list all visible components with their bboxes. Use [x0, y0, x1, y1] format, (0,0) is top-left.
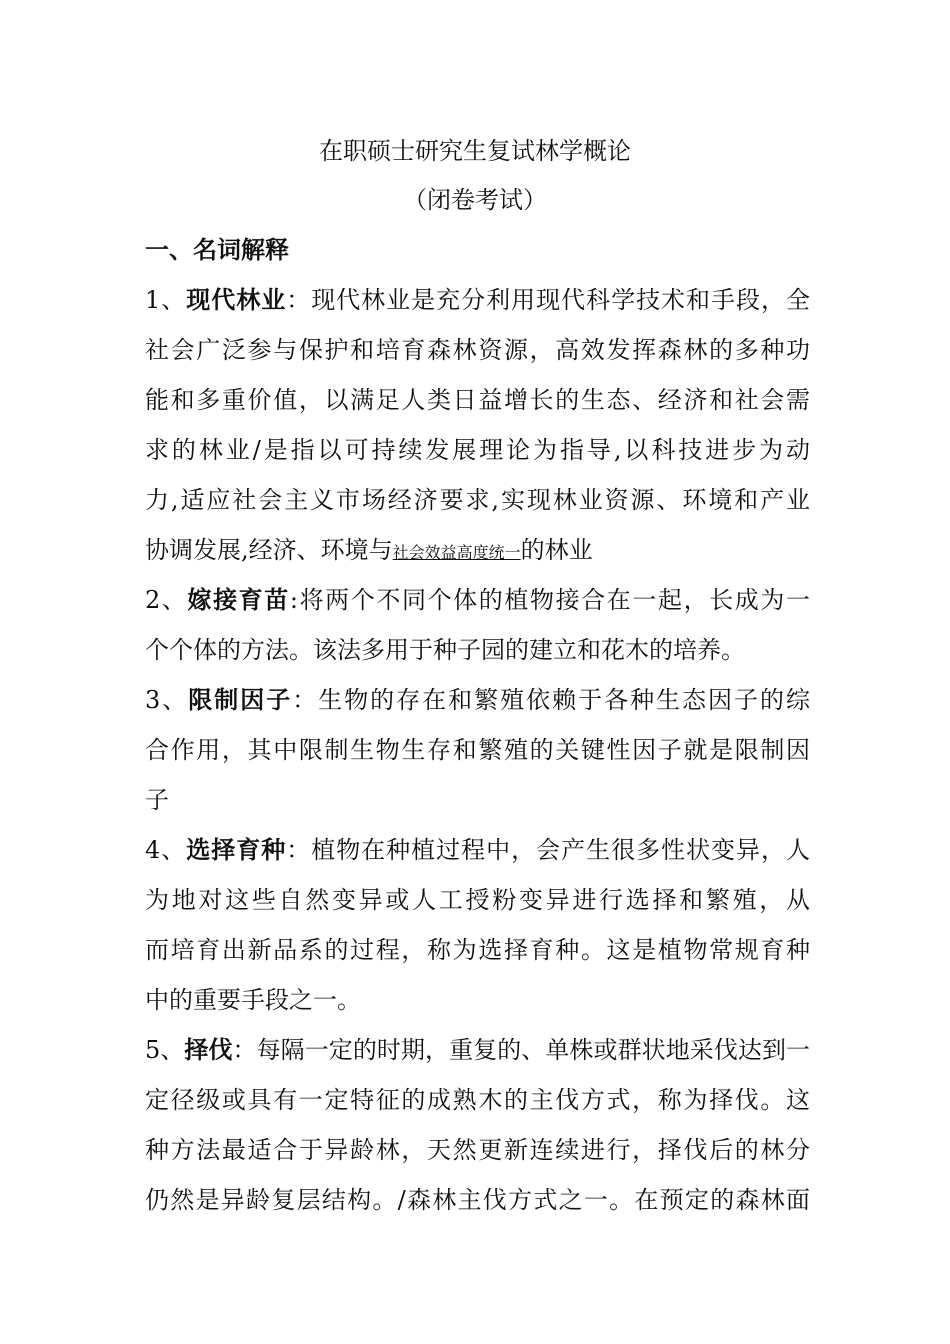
entry-1-line-2: 社会广泛参与保护和培育森林资源，高效发挥森林的多种功	[145, 336, 810, 364]
entry-5-term: 择伐	[184, 1035, 233, 1064]
entry-1-line-5: 力,适应社会主义市场经济要求,实现林业资源、环境和产业	[145, 486, 810, 514]
entry-2-term: 嫁接育苗	[187, 585, 290, 614]
entry-3-line-2: 合作用，其中限制生物生存和繁殖的关键性因子就是限制因	[145, 736, 810, 764]
section-heading: 一、名词解释	[145, 235, 289, 264]
entry-5-line-1: 5、择伐：每隔一定的时期，重复的、单株或群状地采伐达到一	[145, 1035, 811, 1064]
entry-5-line-4: 仍然是异龄复层结构。/森林主伐方式之一。在预定的森林面	[145, 1186, 810, 1214]
entry-4-line-2: 为地对这些自然变异或人工授粉变异进行选择和繁殖，从	[145, 886, 810, 914]
underlined-phrase: 社会效益高度统一	[392, 543, 521, 562]
entry-5-line-3: 种方法最适合于异龄林，天然更新连续进行，择伐后的林分	[145, 1136, 810, 1164]
entry-4-line-4: 中的重要手段之一。	[145, 986, 361, 1014]
entry-1-line-4: 求的林业/是指以可持续发展理论为指导,以科技进步为动	[145, 436, 810, 464]
entry-4-term: 选择育种	[186, 835, 287, 864]
entry-1-line-3: 能和多重价值，以满足人类日益增长的生态、经济和社会需	[145, 386, 810, 414]
entry-2-line-1: 2、嫁接育苗:将两个不同个体的植物接合在一起，长成为一	[145, 585, 810, 614]
entry-4-line-3: 而培育出新品系的过程，称为选择育种。这是植物常规育种	[145, 936, 810, 964]
entry-5-line-2: 定径级或具有一定特征的成熟木的主伐方式，称为择伐。这	[145, 1086, 810, 1114]
entry-3-term: 限制因子	[188, 685, 293, 714]
entry-2-line-2: 个个体的方法。该法多用于种子园的建立和花木的培养。	[145, 636, 745, 664]
document-title: 在职硕士研究生复试林学概论	[319, 137, 631, 165]
entry-3-line-1: 3、限制因子：生物的存在和繁殖依赖于各种生态因子的综	[145, 685, 811, 714]
entry-4-line-1: 4、选择育种：植物在种植过程中，会产生很多性状变异，人	[145, 835, 811, 864]
entry-1-line-6: 协调发展,经济、环境与社会效益高度统一的林业	[145, 536, 593, 564]
entry-1-term: 现代林业	[186, 285, 287, 314]
entry-1-line-1: 1、现代林业：现代林业是充分利用现代科学技术和手段，全	[145, 285, 811, 314]
document-subtitle: （闭卷考试）	[403, 186, 547, 214]
entry-3-line-3: 子	[145, 786, 169, 814]
